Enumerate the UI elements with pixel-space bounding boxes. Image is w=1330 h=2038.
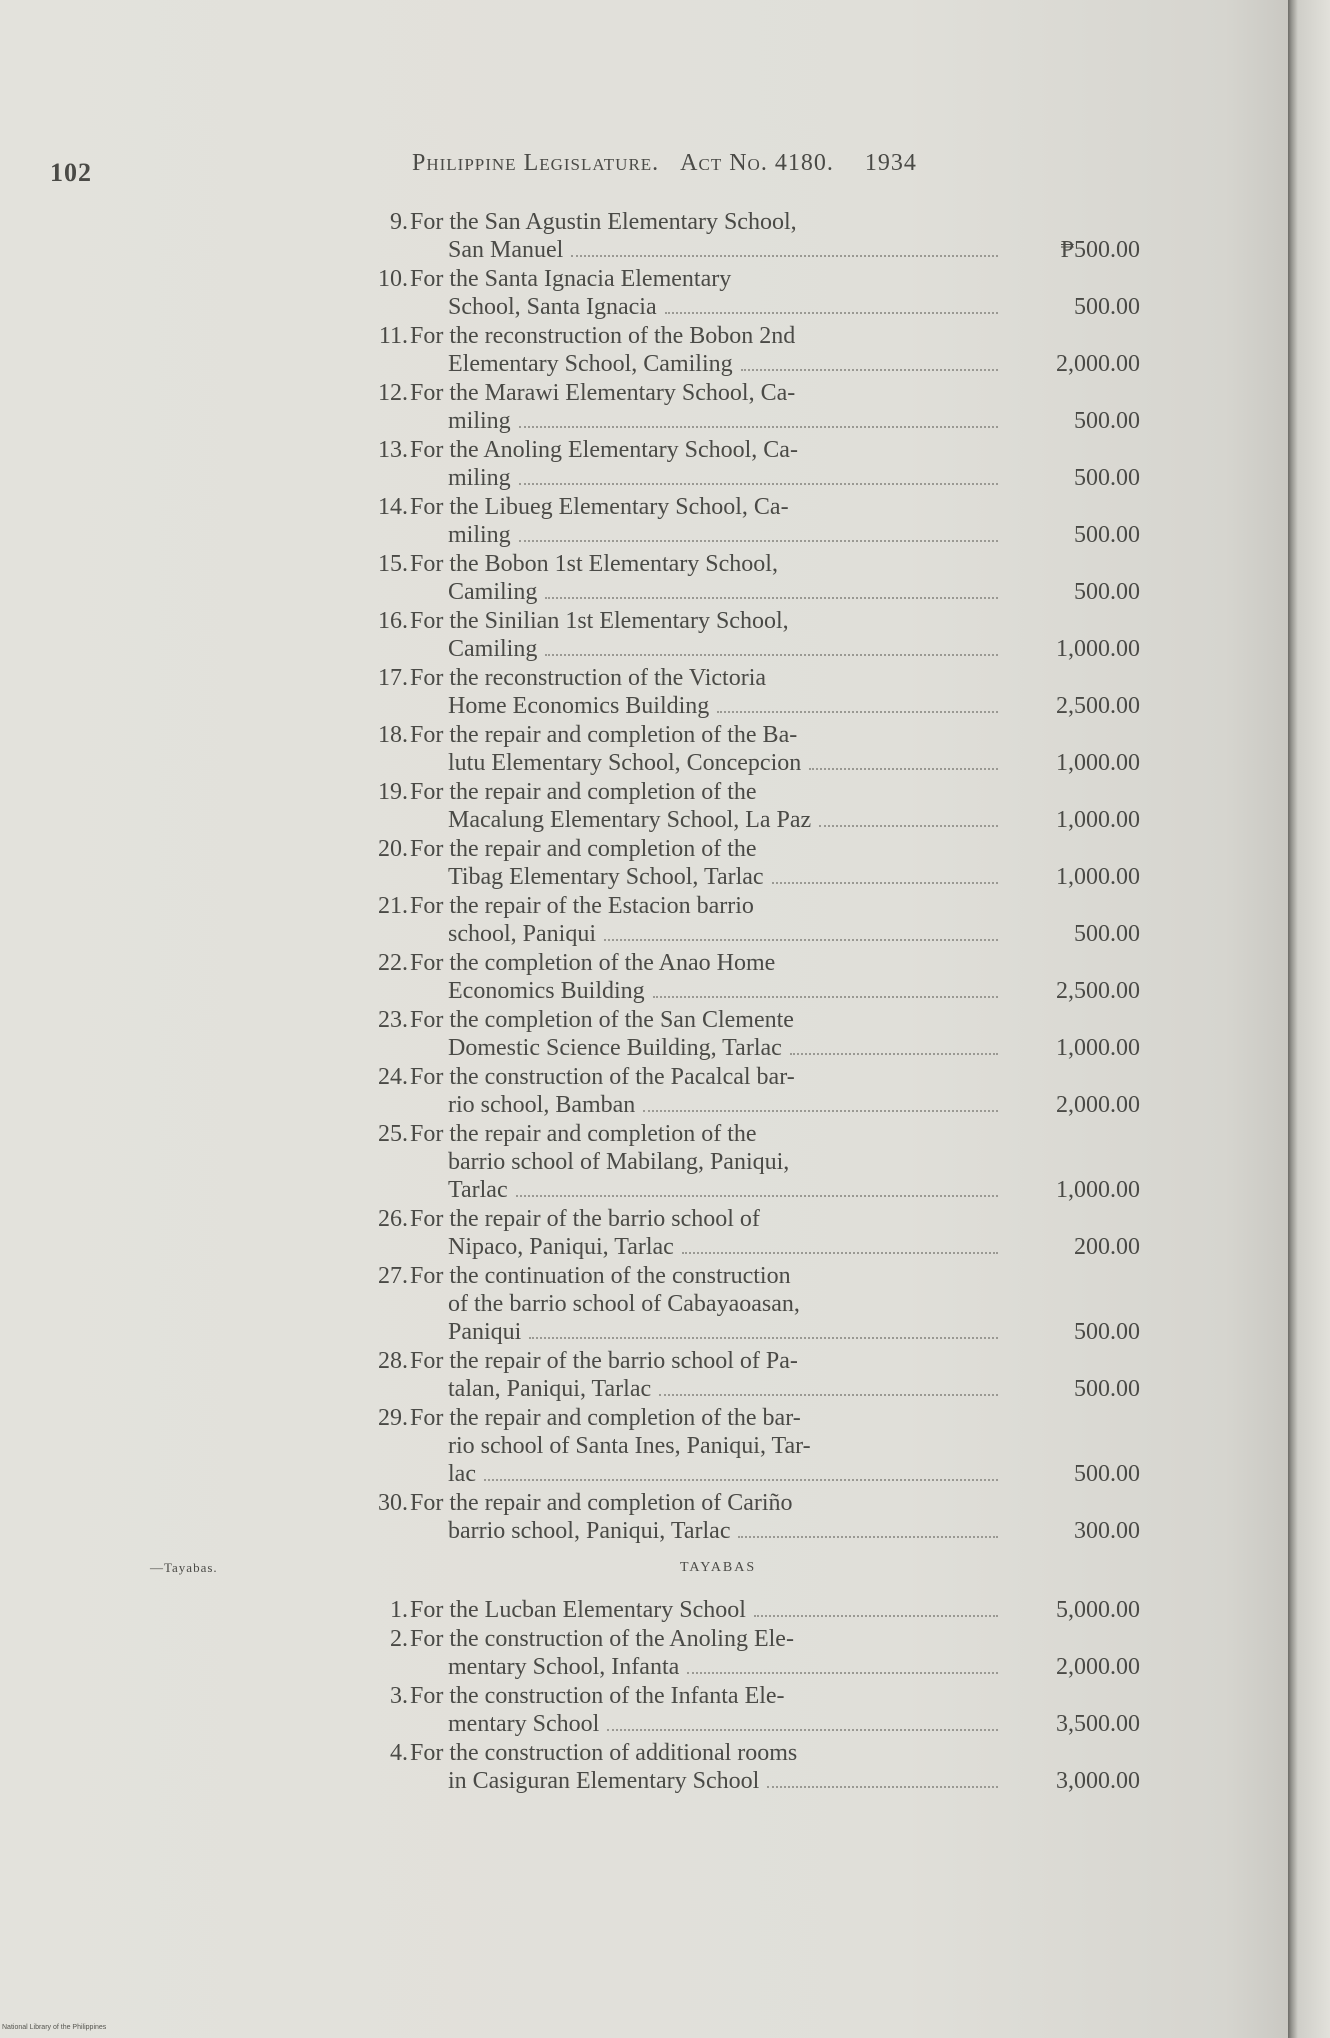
item-line: For the Bobon 1st Elementary School, bbox=[410, 551, 778, 577]
item-line: For the Sinilian 1st Elementary School, bbox=[410, 608, 789, 634]
item-line: For the construction of additional rooms bbox=[410, 1740, 798, 1766]
item-number: 10. bbox=[378, 266, 408, 292]
item-last-line bbox=[410, 1767, 1000, 1795]
footer-stamp: National Library of the Philippines bbox=[2, 2024, 107, 2031]
item-number: 28. bbox=[378, 1348, 408, 1374]
item-description bbox=[410, 1489, 1000, 1545]
item-number: 21. bbox=[378, 893, 408, 919]
item-last-line bbox=[410, 350, 1000, 378]
item-line: For the repair and completion of the bbox=[410, 779, 757, 805]
item-last-line bbox=[410, 521, 1000, 549]
item-last-line bbox=[410, 863, 1000, 891]
list-item bbox=[340, 721, 1140, 777]
item-last-line bbox=[410, 1517, 1000, 1545]
item-line: For the reconstruction of the Bobon 2nd bbox=[410, 323, 796, 349]
list-item bbox=[340, 265, 1140, 321]
item-line: Elementary School, Camiling bbox=[448, 351, 733, 377]
item-amount: 500.00 bbox=[1074, 522, 1140, 548]
item-amount: 500.00 bbox=[1074, 921, 1140, 947]
item-amount: 500.00 bbox=[1074, 1319, 1140, 1345]
item-amount: 1,000.00 bbox=[1056, 864, 1140, 890]
list-item bbox=[340, 493, 1140, 549]
item-number: 17. bbox=[378, 665, 408, 691]
item-amount: 1,000.00 bbox=[1056, 807, 1140, 833]
item-description bbox=[410, 1625, 1000, 1681]
item-description bbox=[410, 721, 1000, 777]
item-last-line bbox=[410, 1176, 1000, 1204]
item-line: For the repair and completion of Cariño bbox=[410, 1490, 793, 1516]
item-line: Camiling bbox=[448, 636, 538, 662]
item-description bbox=[410, 949, 1000, 1005]
list-item bbox=[340, 1739, 1140, 1795]
item-line: mentary School bbox=[448, 1711, 600, 1737]
item-amount: 1,000.00 bbox=[1056, 1035, 1140, 1061]
dot-leader bbox=[772, 881, 998, 884]
item-number: 1. bbox=[390, 1597, 408, 1623]
item-line: school, Paniqui bbox=[448, 921, 596, 947]
item-amount: 1,000.00 bbox=[1056, 636, 1140, 662]
list-item bbox=[340, 1347, 1140, 1403]
list-item bbox=[340, 607, 1140, 663]
item-number: 14. bbox=[378, 494, 408, 520]
item-line: For the construction of the Pacalcal bar- bbox=[410, 1064, 795, 1090]
item-line: For the completion of the Anao Home bbox=[410, 950, 776, 976]
list-item bbox=[340, 835, 1140, 891]
item-amount: 5,000.00 bbox=[1056, 1597, 1140, 1623]
item-line: For the repair of the Estacion barrio bbox=[410, 893, 754, 919]
item-line: miling bbox=[448, 465, 511, 491]
list-item bbox=[340, 1120, 1140, 1204]
item-last-line bbox=[410, 1233, 1000, 1261]
item-number: 4. bbox=[390, 1740, 408, 1766]
item-line: Paniqui bbox=[448, 1319, 522, 1345]
item-line: Home Economics Building bbox=[448, 693, 710, 719]
item-number: 20. bbox=[378, 836, 408, 862]
item-last-line bbox=[410, 1460, 1000, 1488]
list-item bbox=[340, 949, 1140, 1005]
item-last-line bbox=[410, 692, 1000, 720]
running-header bbox=[412, 150, 917, 177]
dot-leader bbox=[519, 425, 998, 428]
list-item bbox=[340, 1262, 1140, 1346]
item-number: 15. bbox=[378, 551, 408, 577]
item-line: rio school of Santa Ines, Paniqui, Tar- bbox=[448, 1433, 811, 1459]
list-item bbox=[340, 1404, 1140, 1488]
item-description bbox=[410, 493, 1000, 549]
item-amount: 500.00 bbox=[1074, 465, 1140, 491]
dot-leader bbox=[653, 995, 998, 998]
item-description bbox=[410, 892, 1000, 948]
item-amount: 2,500.00 bbox=[1056, 693, 1140, 719]
dot-leader bbox=[687, 1671, 998, 1674]
item-line: For the Marawi Elementary School, Ca- bbox=[410, 380, 796, 406]
item-line: mentary School, Infanta bbox=[448, 1654, 680, 1680]
item-last-line bbox=[410, 236, 1000, 264]
list-item bbox=[340, 1063, 1140, 1119]
item-last-line bbox=[410, 1318, 1000, 1346]
item-amount: 200.00 bbox=[1074, 1234, 1140, 1260]
item-description bbox=[410, 1006, 1000, 1062]
item-line: San Manuel bbox=[448, 237, 564, 263]
item-number: 29. bbox=[378, 1405, 408, 1431]
dot-leader bbox=[484, 1478, 998, 1481]
item-amount: 1,000.00 bbox=[1056, 750, 1140, 776]
list-item bbox=[340, 1682, 1140, 1738]
list-item bbox=[340, 550, 1140, 606]
item-line: School, Santa Ignacia bbox=[448, 294, 657, 320]
item-line: Economics Building bbox=[448, 978, 645, 1004]
item-last-line bbox=[410, 407, 1000, 435]
list-item bbox=[340, 664, 1140, 720]
item-number: 22. bbox=[378, 950, 408, 976]
item-description bbox=[410, 436, 1000, 492]
item-description bbox=[410, 550, 1000, 606]
dot-leader bbox=[516, 1194, 998, 1197]
item-last-line bbox=[410, 1653, 1000, 1681]
section-heading: TAYABAS bbox=[680, 1560, 757, 1575]
item-line: miling bbox=[448, 522, 511, 548]
marginal-note: —Tayabas. bbox=[150, 1560, 218, 1575]
item-line: Nipaco, Paniqui, Tarlac bbox=[448, 1234, 674, 1260]
dot-leader bbox=[665, 311, 998, 314]
item-last-line bbox=[410, 1375, 1000, 1403]
item-line: of the barrio school of Cabayaoasan, bbox=[448, 1291, 800, 1317]
item-line: For the reconstruction of the Victoria bbox=[410, 665, 767, 691]
item-last-line bbox=[410, 1091, 1000, 1119]
dot-leader bbox=[519, 482, 998, 485]
item-number: 27. bbox=[378, 1263, 408, 1289]
item-line: For the Lucban Elementary School bbox=[410, 1597, 746, 1623]
item-number: 2. bbox=[390, 1626, 408, 1652]
list-item bbox=[340, 1596, 1140, 1624]
item-number: 30. bbox=[378, 1490, 408, 1516]
item-amount: 3,500.00 bbox=[1056, 1711, 1140, 1737]
item-description bbox=[410, 208, 1000, 264]
dot-leader bbox=[519, 539, 998, 542]
item-number: 23. bbox=[378, 1007, 408, 1033]
item-line: For the repair of the barrio school of Pa- bbox=[410, 1348, 798, 1374]
item-number: 25. bbox=[378, 1121, 408, 1147]
list-item bbox=[340, 1006, 1140, 1062]
list-item bbox=[340, 892, 1140, 948]
list-item bbox=[340, 1625, 1140, 1681]
dot-leader bbox=[809, 767, 998, 770]
item-line: For the repair of the barrio school of bbox=[410, 1206, 760, 1232]
item-line: Camiling bbox=[448, 579, 538, 605]
item-last-line bbox=[410, 464, 1000, 492]
dot-leader bbox=[604, 938, 998, 941]
dot-leader bbox=[545, 653, 998, 656]
item-line: For the Santa Ignacia Elementary bbox=[410, 266, 732, 292]
item-amount: 2,000.00 bbox=[1056, 351, 1140, 377]
item-line: For the repair and completion of the bbox=[410, 836, 757, 862]
item-line: barrio school, Paniqui, Tarlac bbox=[448, 1518, 731, 1544]
item-line: For the repair and completion of the Ba- bbox=[410, 722, 798, 748]
item-amount: 1,000.00 bbox=[1056, 1177, 1140, 1203]
list-item bbox=[340, 1489, 1140, 1545]
header-year: 1934 bbox=[864, 150, 917, 176]
item-line: Tibag Elementary School, Tarlac bbox=[448, 864, 764, 890]
item-last-line bbox=[410, 920, 1000, 948]
item-number: 13. bbox=[378, 437, 408, 463]
dot-leader bbox=[643, 1109, 998, 1112]
item-amount: 2,000.00 bbox=[1056, 1654, 1140, 1680]
item-line: For the construction of the Anoling Ele- bbox=[410, 1626, 794, 1652]
item-description bbox=[410, 835, 1000, 891]
item-number: 9. bbox=[390, 209, 408, 235]
dot-leader bbox=[790, 1052, 998, 1055]
item-line: lac bbox=[448, 1461, 476, 1487]
dot-leader bbox=[819, 824, 998, 827]
item-last-line bbox=[410, 977, 1000, 1005]
tayabas-appropriation-list bbox=[340, 1596, 1140, 1796]
item-description bbox=[410, 607, 1000, 663]
list-item bbox=[340, 778, 1140, 834]
item-amount: 500.00 bbox=[1074, 294, 1140, 320]
dot-leader bbox=[741, 368, 998, 371]
item-description bbox=[410, 664, 1000, 720]
page-edge-shadow bbox=[1288, 0, 1330, 2038]
item-line: barrio school of Mabilang, Paniqui, bbox=[448, 1149, 790, 1175]
item-amount: 500.00 bbox=[1074, 579, 1140, 605]
header-legislature: Philippine Legislature. bbox=[412, 150, 660, 176]
item-number: 24. bbox=[378, 1064, 408, 1090]
list-item bbox=[340, 208, 1140, 264]
header-act: Act No. 4180. bbox=[680, 150, 834, 176]
list-item bbox=[340, 379, 1140, 435]
item-last-line bbox=[410, 578, 1000, 606]
item-description bbox=[410, 1596, 1000, 1624]
item-description bbox=[410, 1739, 1000, 1795]
item-description bbox=[410, 322, 1000, 378]
dot-leader bbox=[545, 596, 998, 599]
item-description bbox=[410, 1120, 1000, 1204]
item-line: For the construction of the Infanta Ele- bbox=[410, 1683, 785, 1709]
item-amount: 2,500.00 bbox=[1056, 978, 1140, 1004]
item-amount: 2,000.00 bbox=[1056, 1092, 1140, 1118]
item-number: 19. bbox=[378, 779, 408, 805]
item-last-line bbox=[410, 293, 1000, 321]
item-description bbox=[410, 379, 1000, 435]
item-description bbox=[410, 778, 1000, 834]
item-description bbox=[410, 265, 1000, 321]
item-amount: 500.00 bbox=[1074, 408, 1140, 434]
dot-leader bbox=[529, 1336, 998, 1339]
item-last-line bbox=[410, 1034, 1000, 1062]
page-number: 102 bbox=[50, 158, 92, 187]
dot-leader bbox=[607, 1728, 998, 1731]
item-description bbox=[410, 1063, 1000, 1119]
item-description bbox=[410, 1404, 1000, 1488]
item-number: 26. bbox=[378, 1206, 408, 1232]
item-last-line bbox=[410, 635, 1000, 663]
list-item bbox=[340, 1205, 1140, 1261]
item-line: For the Anoling Elementary School, Ca- bbox=[410, 437, 798, 463]
list-item bbox=[340, 436, 1140, 492]
item-line: For the continuation of the construction bbox=[410, 1263, 791, 1289]
item-line: For the Libueg Elementary School, Ca- bbox=[410, 494, 789, 520]
dot-leader bbox=[717, 710, 998, 713]
dot-leader bbox=[682, 1251, 998, 1254]
item-amount: 500.00 bbox=[1074, 1376, 1140, 1402]
item-last-line bbox=[410, 1596, 1000, 1624]
dot-leader bbox=[754, 1614, 998, 1617]
item-description bbox=[410, 1682, 1000, 1738]
item-amount: 3,000.00 bbox=[1056, 1768, 1140, 1794]
item-number: 12. bbox=[378, 380, 408, 406]
dot-leader bbox=[571, 254, 998, 257]
item-line: For the repair and completion of the bbox=[410, 1121, 757, 1147]
item-last-line bbox=[410, 1710, 1000, 1738]
item-line: Tarlac bbox=[448, 1177, 508, 1203]
item-number: 16. bbox=[378, 608, 408, 634]
dot-leader bbox=[767, 1785, 998, 1788]
item-line: For the completion of the San Clemente bbox=[410, 1007, 794, 1033]
item-line: Domestic Science Building, Tarlac bbox=[448, 1035, 782, 1061]
list-item bbox=[340, 322, 1140, 378]
item-number: 11. bbox=[378, 323, 408, 349]
item-line: lutu Elementary School, Concepcion bbox=[448, 750, 802, 776]
item-last-line bbox=[410, 749, 1000, 777]
item-description bbox=[410, 1262, 1000, 1346]
item-number: 18. bbox=[378, 722, 408, 748]
item-description bbox=[410, 1347, 1000, 1403]
item-description bbox=[410, 1205, 1000, 1261]
item-amount: 300.00 bbox=[1074, 1518, 1140, 1544]
dot-leader bbox=[659, 1393, 998, 1396]
item-line: Macalung Elementary School, La Paz bbox=[448, 807, 812, 833]
item-number: 3. bbox=[390, 1683, 408, 1709]
item-line: miling bbox=[448, 408, 511, 434]
item-line: talan, Paniqui, Tarlac bbox=[448, 1376, 652, 1402]
item-line: in Casiguran Elementary School bbox=[448, 1768, 760, 1794]
item-line: rio school, Bamban bbox=[448, 1092, 636, 1118]
dot-leader bbox=[738, 1535, 998, 1538]
item-line: For the repair and completion of the bar- bbox=[410, 1405, 801, 1431]
item-line: For the San Agustin Elementary School, bbox=[410, 209, 797, 235]
item-last-line bbox=[410, 806, 1000, 834]
item-amount: 500.00 bbox=[1074, 1461, 1140, 1487]
appropriation-list bbox=[340, 208, 1140, 1546]
item-amount: ₱500.00 bbox=[1060, 237, 1140, 263]
